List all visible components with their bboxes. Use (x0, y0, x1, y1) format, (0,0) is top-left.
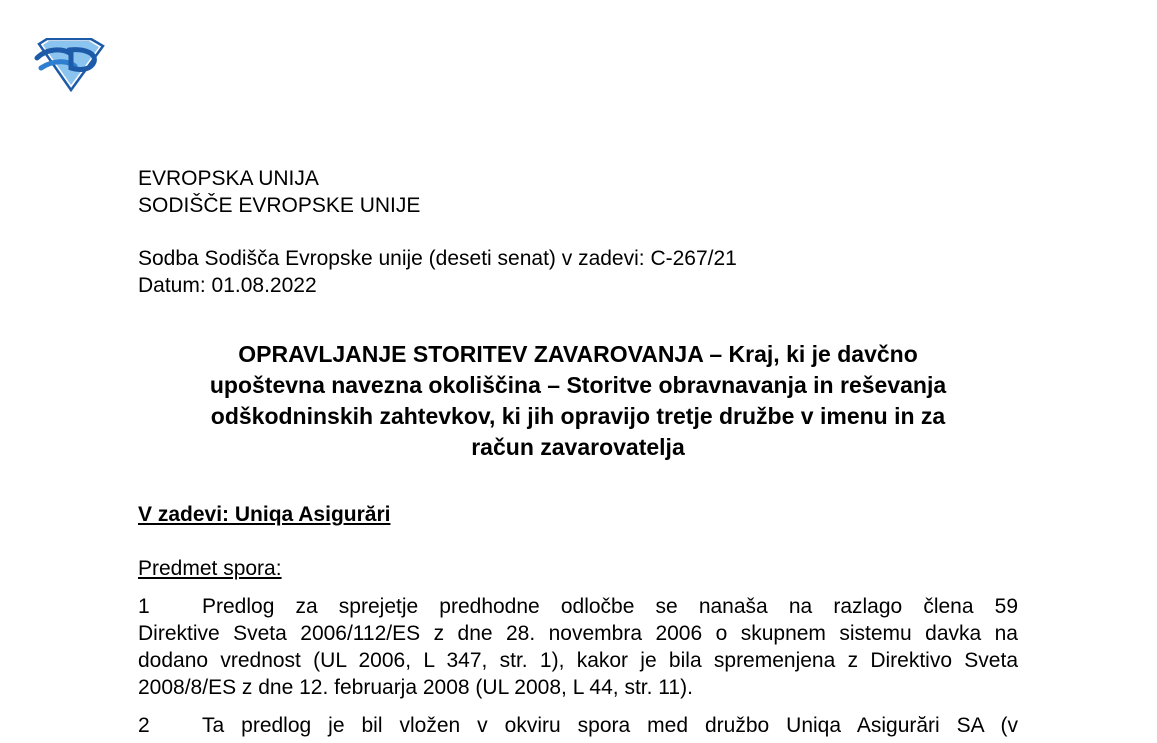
paragraph-2-line-1: 2 Ta predlog je bil vložen v okviru spora med družbo Uniqa Asigurări SA (v (138, 714, 1018, 737)
paragraph-2 (138, 712, 1018, 739)
title-line-4: račun zavarovatelja (471, 434, 685, 460)
subject-heading: Predmet spora: (138, 557, 282, 580)
court-line-1: EVROPSKA UNIJA (138, 167, 319, 190)
paragraph-1-line-4: 2008/8/ES z dne 12. februarja 2008 (UL 2008, L 44, str. 11). (138, 676, 693, 699)
paragraph-1 (138, 593, 1018, 701)
judgment-info (138, 245, 1018, 299)
judgment-date: Datum: 01.08.2022 (138, 274, 317, 297)
judgment-reference: Sodba Sodišča Evropske unije (deseti senat) v zadevi: C-267/21 (138, 247, 737, 270)
document-title (138, 339, 1018, 463)
title-line-3: odškodninskih zahtevkov, ki jih opravijo tretje družbe v imenu in za (210, 403, 946, 429)
subject-heading-wrap (138, 555, 1018, 582)
paragraph-1-line-1: 1 Predlog za sprejetje predhodne odločbe se nanaša na razlago člena 59 (138, 595, 1018, 618)
court-header (138, 165, 1018, 219)
paragraph-number: 1 (138, 595, 150, 618)
title-line-1: OPRAVLJANJE STORITEV ZAVAROVANJA – Kraj, ki je davčno (238, 341, 918, 367)
paragraph-number: 2 (138, 714, 150, 737)
court-line-2: SODIŠČE EVROPSKE UNIJE (138, 194, 421, 217)
case-heading: V zadevi: Uniqa Asigurări (138, 503, 391, 526)
paragraph-1-line-3: dodano vrednost (UL 2006, L 347, str. 1), kakor je bila spremenjena z Direktivo Sveta (138, 649, 1018, 672)
case-heading-wrap (138, 501, 1018, 528)
paragraph-1-line-2: Direktive Sveta 2006/112/ES z dne 28. novembra 2006 o skupnem sistemu davka na (138, 622, 1018, 645)
title-line-2: upoštevna navezna okoliščina – Storitve obravnavanja in reševanja (209, 372, 947, 398)
company-logo (33, 38, 105, 92)
